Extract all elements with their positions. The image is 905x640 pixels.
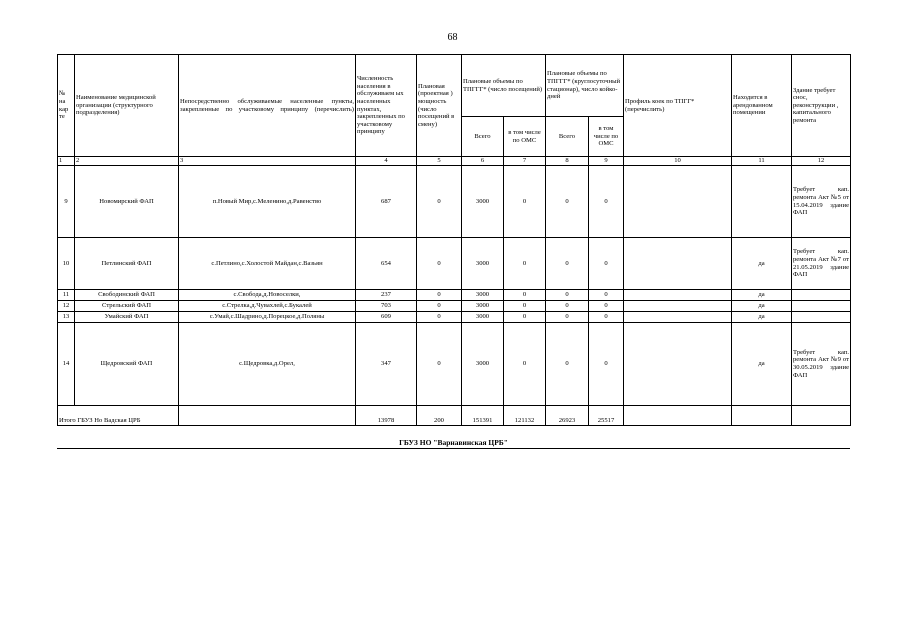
row-num: 9 (58, 166, 75, 238)
row-settlements: с.Стрелка,д.Чувахлей,с.Букалей (179, 301, 356, 312)
row-stat-total: 0 (546, 323, 589, 406)
row-num: 13 (58, 312, 75, 323)
row-population: 609 (356, 312, 417, 323)
total-population: 13978 (356, 406, 417, 426)
row-capacity: 0 (417, 323, 462, 406)
row-stat-total: 0 (546, 290, 589, 301)
header-volumes-visits: Плановые объемы по ТПГГГ* (число посещений) (462, 55, 546, 117)
total-empty (624, 406, 732, 426)
col-number: 12 (792, 157, 851, 166)
row-population: 654 (356, 238, 417, 290)
header-num: № на кар те (58, 55, 75, 157)
row-org: Щедровский ФАП (75, 323, 179, 406)
row-stat-oms: 0 (589, 290, 624, 301)
row-stat-total: 0 (546, 166, 589, 238)
row-building: Требует кап. ремонта Акт №9 от 30.05.2019 здание ФАП (792, 323, 851, 406)
row-capacity: 0 (417, 312, 462, 323)
row-population: 237 (356, 290, 417, 301)
row-stat-oms: 0 (589, 312, 624, 323)
row-stat-total: 0 (546, 238, 589, 290)
row-stat-oms: 0 (589, 166, 624, 238)
header-stat-oms: в том числе по ОМС (589, 117, 624, 157)
table-row (58, 323, 851, 406)
row-num: 14 (58, 323, 75, 406)
row-leased: да (732, 312, 792, 323)
row-org: Стрельский ФАП (75, 301, 179, 312)
row-stat-oms: 0 (589, 238, 624, 290)
row-population: 687 (356, 166, 417, 238)
row-capacity: 0 (417, 290, 462, 301)
row-profile (624, 323, 732, 406)
row-org: Новомирский ФАП (75, 166, 179, 238)
row-leased: да (732, 290, 792, 301)
header-population: Численность населения в обслуживаем ых населенных пунктах, закрепленных по участковому принципу (356, 55, 417, 157)
row-visits-oms: 0 (504, 290, 546, 301)
total-empty (792, 406, 851, 426)
row-stat-total: 0 (546, 301, 589, 312)
row-visits-oms: 0 (504, 323, 546, 406)
header-leased: Находится в арендованном помещении (732, 55, 792, 157)
next-section-title: ГБУЗ НО "Варнавинская ЦРБ" (57, 438, 850, 449)
table-row (58, 238, 851, 290)
col-number: 3 (179, 157, 356, 166)
row-visits-oms: 0 (504, 312, 546, 323)
col-number: 11 (732, 157, 792, 166)
row-visits-oms: 0 (504, 238, 546, 290)
row-profile (624, 238, 732, 290)
row-capacity: 0 (417, 166, 462, 238)
row-building (792, 290, 851, 301)
row-population: 347 (356, 323, 417, 406)
row-leased: да (732, 238, 792, 290)
header-capacity: Плановая (проектная ) мощность (число посещений в смену) (417, 55, 462, 157)
row-org: Свободинский ФАП (75, 290, 179, 301)
row-profile (624, 166, 732, 238)
row-stat-oms: 0 (589, 323, 624, 406)
row-leased (732, 166, 792, 238)
row-num: 12 (58, 301, 75, 312)
row-building: Требует кап. ремонта Акт №5 от 15.04.2019 здание ФАП (792, 166, 851, 238)
row-building: Требует кап. ремонта Акт №7 от 21.05.2019 здание ФАП (792, 238, 851, 290)
col-number: 4 (356, 157, 417, 166)
facilities-table (57, 54, 851, 426)
total-row (58, 406, 851, 426)
total-label: Итого ГБУЗ Но Вадская ЦРБ (58, 406, 179, 426)
col-number: 7 (504, 157, 546, 166)
col-number: 2 (75, 157, 179, 166)
col-number: 8 (546, 157, 589, 166)
col-number: 6 (462, 157, 504, 166)
row-settlements: с.Умай,с.Шадрино,д.Порецкое,д.Поляны (179, 312, 356, 323)
header-building: Здание требует снос, реконструкции , капитального ремонта (792, 55, 851, 157)
row-capacity: 0 (417, 238, 462, 290)
row-settlements: п.Новый Мир,с.Меленино,д.Равенство (179, 166, 356, 238)
row-org: Умайский ФАП (75, 312, 179, 323)
row-stat-total: 0 (546, 312, 589, 323)
header-visits-total: Всего (462, 117, 504, 157)
header-volumes-stationary: Плановые объемы по ТПГГГ* (круглосуточный стационар), число койко-дней (546, 55, 624, 117)
column-numbers-row (58, 157, 851, 166)
row-num: 11 (58, 290, 75, 301)
header-settlements: Непосредственно обслуживаемые населенные пункты, закрепленные по участковому принципу (перечислить) (179, 55, 356, 157)
row-num: 10 (58, 238, 75, 290)
table-row (58, 301, 851, 312)
col-number: 1 (58, 157, 75, 166)
row-visits-total: 3000 (462, 290, 504, 301)
total-visits-oms: 121132 (504, 406, 546, 426)
row-profile (624, 301, 732, 312)
row-org: Петлинский ФАП (75, 238, 179, 290)
row-stat-oms: 0 (589, 301, 624, 312)
row-leased: да (732, 323, 792, 406)
row-building (792, 312, 851, 323)
total-stat-oms: 25517 (589, 406, 624, 426)
total-visits-total: 151391 (462, 406, 504, 426)
row-capacity: 0 (417, 301, 462, 312)
table-row (58, 312, 851, 323)
col-number: 5 (417, 157, 462, 166)
row-building (792, 301, 851, 312)
total-stat-total: 26923 (546, 406, 589, 426)
row-profile (624, 290, 732, 301)
table-row (58, 290, 851, 301)
row-profile (624, 312, 732, 323)
row-visits-oms: 0 (504, 301, 546, 312)
row-leased: да (732, 301, 792, 312)
header-org: Наименование медицинской организации (структурного подразделения) (75, 55, 179, 157)
total-empty (732, 406, 792, 426)
header-stat-total: Всего (546, 117, 589, 157)
header-visits-oms: в том числе по ОМС (504, 117, 546, 157)
row-settlements: с.Свобода,д.Новоселки, (179, 290, 356, 301)
col-number: 9 (589, 157, 624, 166)
header-beds-profile: Профиль коек по ТПГГ* (перечислить) (624, 55, 732, 157)
row-visits-total: 3000 (462, 166, 504, 238)
row-visits-oms: 0 (504, 166, 546, 238)
row-visits-total: 3000 (462, 312, 504, 323)
table-row (58, 166, 851, 238)
page-number: 68 (447, 32, 458, 43)
row-visits-total: 3000 (462, 323, 504, 406)
row-visits-total: 3000 (462, 238, 504, 290)
row-settlements: с.Петлино,с.Холостой Майдан,с.Вазьян (179, 238, 356, 290)
row-population: 703 (356, 301, 417, 312)
row-settlements: с.Щедровка,д.Орел, (179, 323, 356, 406)
col-number: 10 (624, 157, 732, 166)
total-empty (179, 406, 356, 426)
total-capacity: 200 (417, 406, 462, 426)
row-visits-total: 3000 (462, 301, 504, 312)
